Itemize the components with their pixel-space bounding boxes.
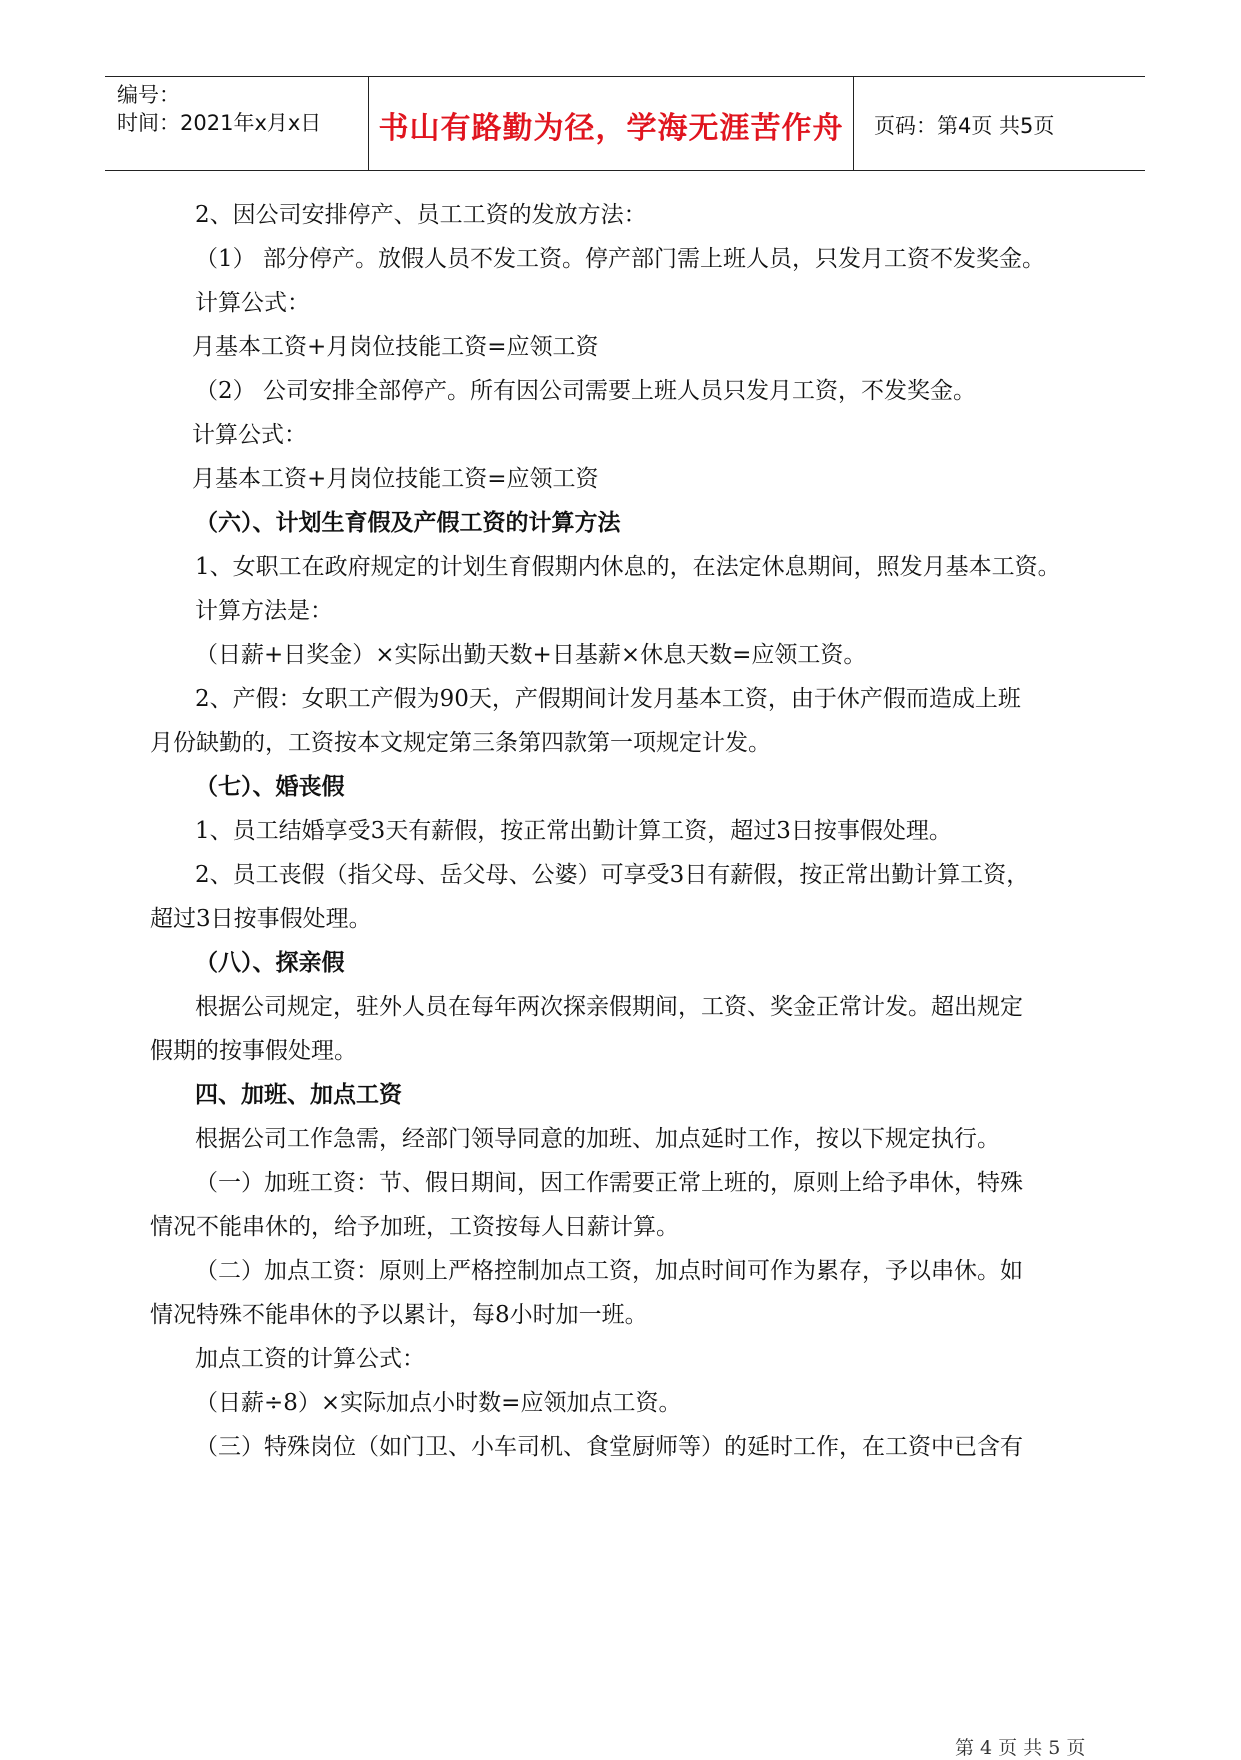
formula-line: （日薪+日奖金）×实际出勤天数+日基薪×休息天数=应领工资。 [195, 642, 867, 668]
header-info-cell [105, 77, 369, 170]
section-heading: （八）、探亲假 [195, 950, 345, 976]
paragraph-line: 超过3日按事假处理。 [150, 906, 372, 932]
paragraph-line: 加点工资的计算公式： [195, 1346, 425, 1372]
header-slogan-cell [369, 77, 854, 170]
formula-line: 月基本工资+月岗位技能工资=应领工资 [192, 334, 599, 360]
paragraph-line: （1） 部分停产。放假人员不发工资。停产部门需上班人员，只发月工资不发奖金。 [195, 246, 1045, 272]
paragraph-line: 2、因公司安排停产、员工工资的发放方法： [195, 202, 647, 228]
paragraph-line: 1、员工结婚享受3天有薪假，按正常出勤计算工资，超过3日按事假处理。 [195, 818, 952, 844]
header-page-cell [854, 77, 1145, 170]
document-time-label: 时间：2021年x月x日 [117, 111, 322, 135]
section-heading: （六）、计划生育假及产假工资的计算方法 [195, 510, 621, 536]
document-number-label: 编号： [117, 83, 180, 107]
paragraph-line: 假期的按事假处理。 [150, 1038, 357, 1064]
header-slogan: 书山有路勤为径，学海无涯苦作舟 [378, 111, 844, 146]
paragraph-line: 计算公式： [195, 290, 310, 316]
paragraph-line: 根据公司规定，驻外人员在每年两次探亲假期间，工资、奖金正常计发。超出规定 [195, 994, 1023, 1020]
formula-line: （日薪÷8）×实际加点小时数=应领加点工资。 [195, 1390, 682, 1416]
paragraph-line: 月份缺勤的，工资按本文规定第三条第四款第一项规定计发。 [150, 730, 771, 756]
page-footer: 第 4 页 共 5 页 [955, 1737, 1086, 1759]
paragraph-line: （2） 公司安排全部停产。所有因公司需要上班人员只发月工资，不发奖金。 [195, 378, 976, 404]
section-heading: （七）、婚丧假 [195, 774, 345, 800]
paragraph-line: 2、产假：女职工产假为90天，产假期间计发月基本工资，由于休产假而造成上班 [195, 686, 1021, 712]
paragraph-line: 1、女职工在政府规定的计划生育假期内休息的，在法定休息期间，照发月基本工资。 [195, 554, 1061, 580]
paragraph-line: 计算方法是： [195, 598, 333, 624]
paragraph-line: 情况不能串休的，给予加班，工资按每人日薪计算。 [150, 1214, 679, 1240]
paragraph-line: （一）加班工资：节、假日期间，因工作需要正常上班的，原则上给予串休，特殊 [195, 1170, 1023, 1196]
section-heading: 四、加班、加点工资 [195, 1082, 402, 1108]
header-page-info: 页码：第4页 共5页 [874, 114, 1055, 138]
formula-line: 月基本工资+月岗位技能工资=应领工资 [192, 466, 599, 492]
paragraph-line: 2、员工丧假（指父母、岳父母、公婆）可享受3日有薪假，按正常出勤计算工资， [195, 862, 1030, 888]
paragraph-line: 根据公司工作急需，经部门领导同意的加班、加点延时工作，按以下规定执行。 [195, 1126, 1000, 1152]
paragraph-line: 情况特殊不能串休的予以累计，每8小时加一班。 [150, 1302, 648, 1328]
page-header [105, 76, 1145, 171]
paragraph-line: （二）加点工资：原则上严格控制加点工资，加点时间可作为累存，予以串休。如 [195, 1258, 1023, 1284]
paragraph-line: 计算公式： [192, 422, 307, 448]
paragraph-line: （三）特殊岗位（如门卫、小车司机、食堂厨师等）的延时工作，在工资中已含有 [195, 1434, 1023, 1460]
